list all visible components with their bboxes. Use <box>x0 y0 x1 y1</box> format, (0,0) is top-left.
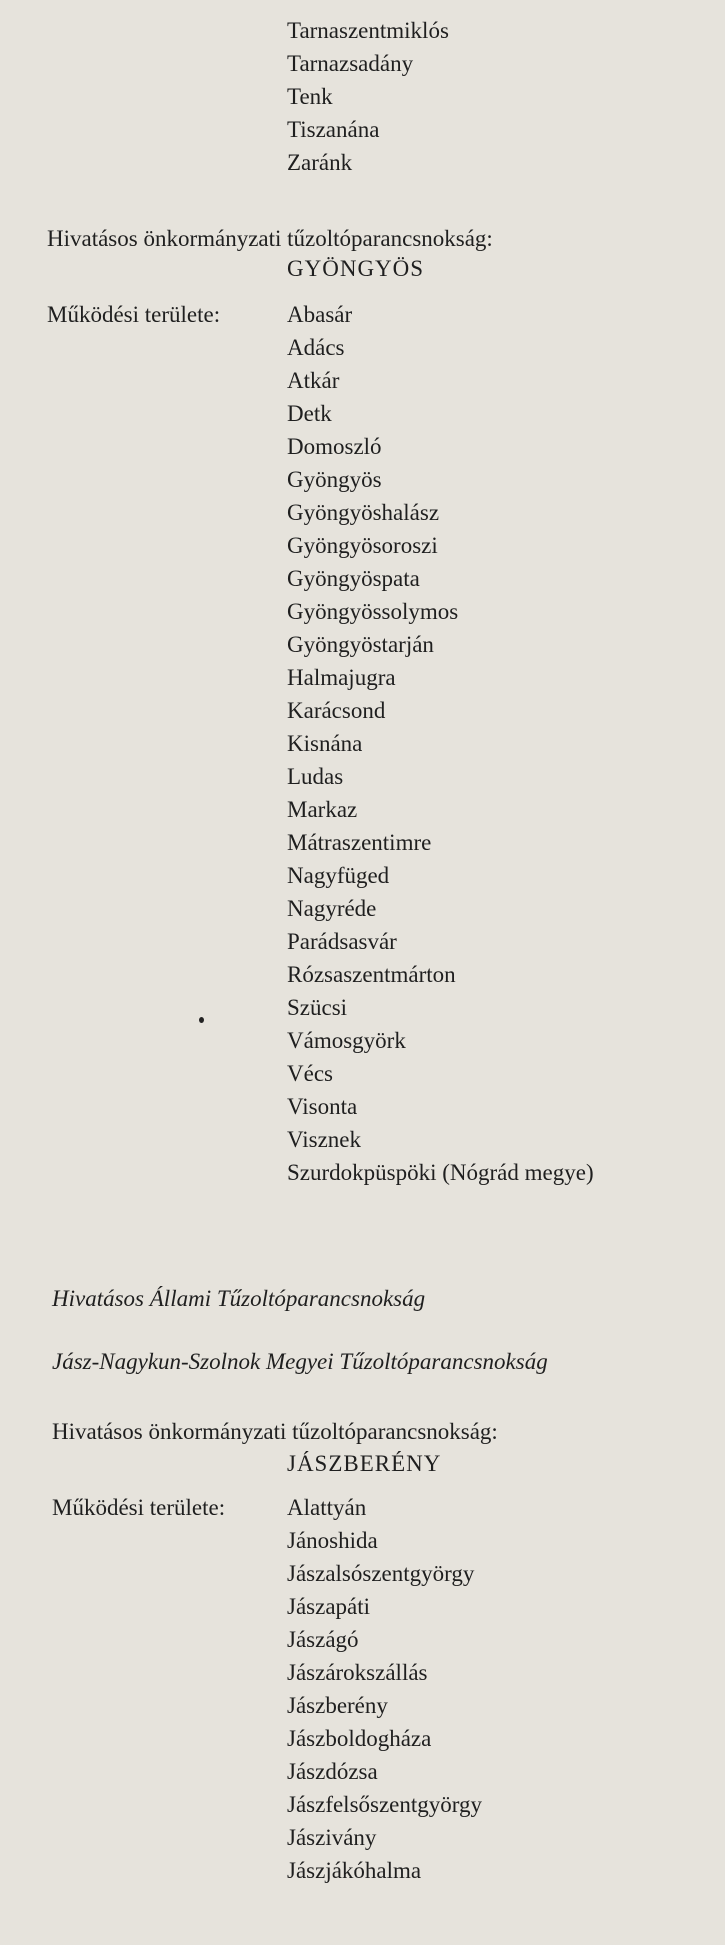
list-item: Tiszanána <box>287 117 380 142</box>
county-command-heading: Jász-Nagykun-Szolnok Megyei Tűzoltóparancsnokság <box>52 1349 548 1374</box>
list-item: Gyöngyöstarján <box>287 632 434 657</box>
list-item: Vécs <box>287 1061 333 1086</box>
list-item: Jászalsószentgyörgy <box>287 1561 475 1586</box>
list-item: Visonta <box>287 1094 358 1119</box>
list-item: Ludas <box>287 764 344 789</box>
list-item: Jászivány <box>287 1825 377 1850</box>
list-item: Tarnazsadány <box>287 51 414 76</box>
list-item: Mátraszentimre <box>287 830 432 855</box>
list-item: Rózsaszentmárton <box>287 962 456 987</box>
scan-speck <box>199 1017 204 1023</box>
area-label-jaszbereny: Működési területe: <box>52 1495 226 1520</box>
section-heading-gyongyos: Hivatásos önkormányzati tűzoltóparancsnokság: <box>47 226 493 251</box>
list-item: Nagyréde <box>287 896 377 921</box>
list-item: Vámosgyörk <box>287 1028 406 1053</box>
list-item: Szurdokpüspöki (Nógrád megye) <box>287 1160 594 1185</box>
list-item: Tarnaszentmiklós <box>287 18 449 43</box>
list-item: Jászdózsa <box>287 1759 378 1784</box>
top-settlement-list <box>287 14 449 179</box>
list-item: Kisnána <box>287 731 363 756</box>
section-heading-jaszbereny: Hivatásos önkormányzati tűzoltóparancsnokság: <box>52 1419 498 1444</box>
list-item: Atkár <box>287 368 340 393</box>
list-item: Jászágó <box>287 1627 359 1652</box>
list-item: Zaránk <box>287 150 353 175</box>
list-item: Visznek <box>287 1127 361 1152</box>
list-item: Gyöngyöshalász <box>287 500 440 525</box>
list-item: Gyöngyöspata <box>287 566 420 591</box>
list-item: Jászjákóhalma <box>287 1858 422 1883</box>
list-item: Abasár <box>287 302 353 327</box>
list-item: Jászboldogháza <box>287 1726 432 1751</box>
list-item: Szücsi <box>287 995 348 1020</box>
list-item: Jászfelsőszentgyörgy <box>287 1792 483 1817</box>
settlement-list-jaszbereny <box>287 1491 482 1887</box>
list-item: Nagyfüged <box>287 863 390 888</box>
list-item: Karácsond <box>287 698 386 723</box>
state-command-heading: Hivatásos Állami Tűzoltóparancsnokság <box>52 1286 426 1311</box>
list-item: Parádsasvár <box>287 929 397 954</box>
city-title-jaszbereny: JÁSZBERÉNY <box>287 1451 442 1476</box>
list-item: Jászárokszállás <box>287 1660 428 1685</box>
list-item: Jászapáti <box>287 1594 371 1619</box>
list-item: Gyöngyösoroszi <box>287 533 438 558</box>
list-item: Jászberény <box>287 1693 388 1718</box>
list-item: Halmajugra <box>287 665 396 690</box>
area-label-gyongyos: Működési területe: <box>47 302 221 327</box>
list-item: Domoszló <box>287 434 382 459</box>
list-item: Adács <box>287 335 345 360</box>
list-item: Tenk <box>287 84 333 109</box>
city-title-gyongyos: GYÖNGYÖS <box>287 256 425 281</box>
list-item: Gyöngyös <box>287 467 382 492</box>
list-item: Detk <box>287 401 332 426</box>
list-item: Markaz <box>287 797 358 822</box>
settlement-list-gyongyos <box>287 298 594 1189</box>
list-item: Gyöngyössolymos <box>287 599 459 624</box>
list-item: Alattyán <box>287 1495 367 1520</box>
list-item: Jánoshida <box>287 1528 378 1553</box>
